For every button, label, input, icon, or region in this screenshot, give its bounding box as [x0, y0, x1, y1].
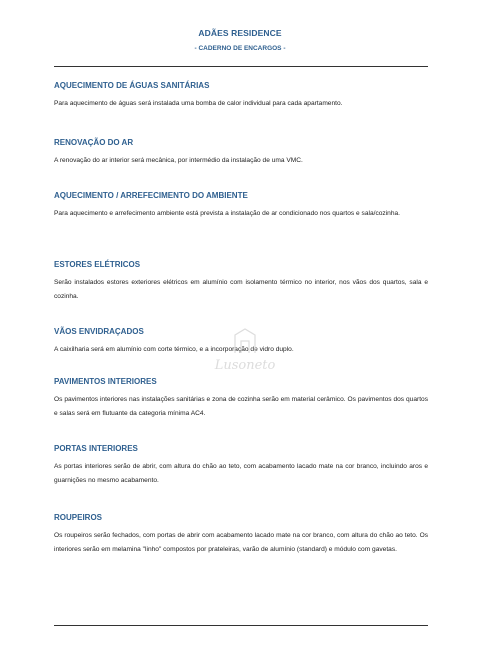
section-aquecimento-aguas [54, 80, 428, 111]
document-subtitle: - CADERNO DE ENCARGOS - [194, 45, 286, 52]
section-heading: VÃOS ENVIDRAÇADOS [54, 327, 144, 336]
section-body: Os roupeiros serão fechados, com portas de abrir com acabamento lacado mate na cor branco, com altura do chão ao teto. Os interiores serão em melamina "linho" compostos por prateleiras, varão de alumínio (standard) e módulo com gavetas. [54, 532, 428, 553]
section-heading: PAVIMENTOS INTERIORES [54, 377, 157, 386]
section-heading: ROUPEIROS [54, 513, 103, 522]
section-body: A caixilharia será em alumínio com corte térmico, e a incorporação de vidro duplo. [54, 346, 294, 353]
section-heading: ESTORES ELÉTRICOS [54, 260, 141, 269]
section-heading: AQUECIMENTO / ARREFECIMENTO DO AMBIENTE [54, 191, 248, 200]
section-roupeiros [54, 512, 428, 557]
watermark-text: Lusoneto [214, 358, 276, 373]
section-body: Os pavimentos interiores nas instalações sanitárias e zona de cozinha serão em material cerâmico. Os pavimentos dos quartos e salas será em flutuante da categoria mínima AC4. [54, 396, 428, 417]
header-divider [54, 66, 428, 67]
section-renovacao-ar [54, 137, 428, 168]
section-aquecimento-ambiente [54, 190, 428, 221]
footer-divider [54, 625, 428, 626]
section-portas-interiores [54, 443, 428, 488]
section-body: A renovação do ar interior será mecânica, por intermédio da instalação de uma VMC. [54, 157, 303, 164]
section-vaos-envidracados [54, 326, 428, 357]
section-heading: RENOVAÇÃO DO AR [54, 138, 134, 147]
section-heading: PORTAS INTERIORES [54, 444, 138, 453]
section-body: Serão instalados estores exteriores elétricos em alumínio com isolamento térmico no interior, nos vãos dos quartos, sala e cozinha. [54, 279, 428, 300]
section-body: Para aquecimento e arrefecimento ambiente está prevista a instalação de ar condicionado nos quartos e sala/cozinha. [54, 210, 401, 217]
section-estores-eletricos [54, 259, 428, 304]
section-heading: AQUECIMENTO DE ÁGUAS SANITÁRIAS [54, 81, 210, 90]
document-title: ADÃES RESIDENCE [198, 28, 282, 38]
document-header [0, 28, 480, 52]
section-body: Para aquecimento de águas será instalada uma bomba de calor individual para cada apartamento. [54, 100, 343, 107]
section-pavimentos-interiores [54, 376, 428, 421]
section-body: As portas interiores serão de abrir, com altura do chão ao teto, com acabamento lacado mate na cor branco, incluindo aros e guarnições no mesmo acabamento. [54, 463, 428, 484]
